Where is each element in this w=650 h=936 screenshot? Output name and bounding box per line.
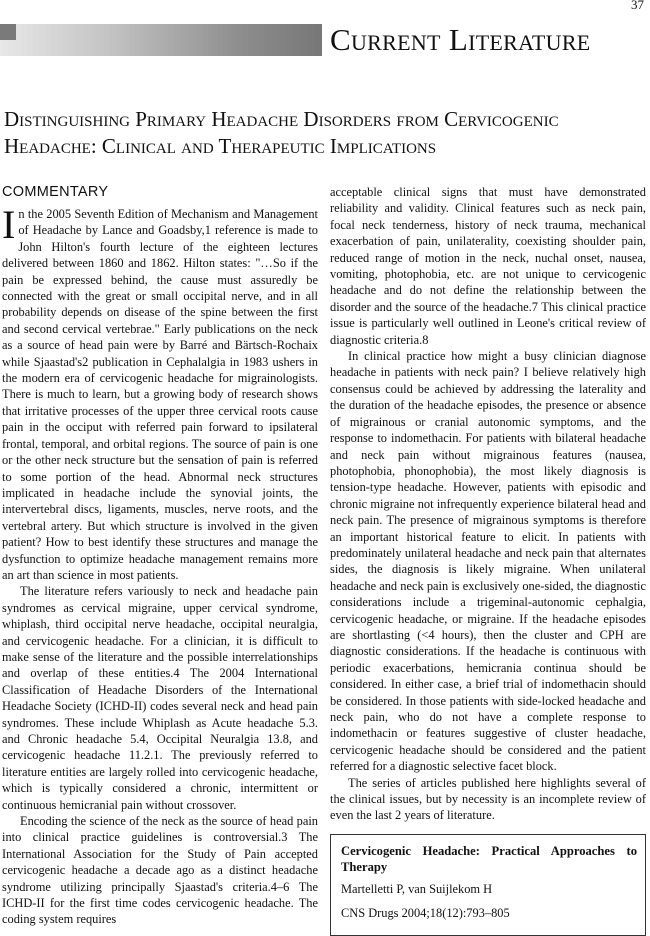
right-column <box>330 184 646 936</box>
left-paragraph-1-text: n the 2005 Seventh Edition of Mechanism and Management of Headache by Lance and Goadsby,1 reference is made to John Hilton's fourth lecture of the eighteen lectures delivered between 1860 and 1862. Hilton states: "…So if the pain be expressed behind, the cause must assuredly be connected with the great or small occipital nerve, and in all probability depends on disease of the spine between the first and second cervical vertebrae." Early publications on the neck as a source of head pain were by Barré and Bärtsch-Rochaix while Sjaastad's2 publication in Cephalalgia in 1983 ushers in the modern era of cervicogenic headache for migrainologists. There is much to learn, but a growing body of research shows that irritative processes of the upper three cervical roots cause pain in the occiput with referred pain forward to ipsilateral frontal, temporal, and orbital regions. The source of pain is one or the other neck structure but the sensation of pain is referred to some portion of the head. Abnormal neck structures implicated in headache include the synovial joints, the intervertebral discs, ligaments, muscles, nerve roots, and the vertebral artery. But which structure is involved in the given patient? How to best identify these structures and manage the dysfunction to optimize headache management remains more an art than science in most patients. <box>2 207 318 582</box>
section-banner <box>0 24 322 56</box>
right-paragraph-3: The series of articles published here highlights several of the clinical issues, but by necessity is an incomplete review of even the last 2 years of literature. <box>330 775 646 823</box>
right-paragraph-2: In clinical practice how might a busy clinician diagnose headache in patients with neck pain? I believe relatively high consensus could be achieved by addressing the laterality and the duration of the headache episodes, the presence or absence of migrainous or cranial autonomic symptoms, and the response to indomethacin. For patients with bilateral headache and neck pain without migrainous features (nausea, photophobia, phonophobia), the most likely diagnosis is tension-type headache. However, patients with episodic and chronic migraine not infrequently experience bilateral head and neck pain. The presence of migrainous symptoms is therefore an important historical feature to elicit. In patients with predominately unilateral headache and neck pain that alternates sides, the diagnosis is likely migraine. When unilateral headache and neck pain is exclusively one-sided, the diagnostic considerations include a trigeminal-autonomic cephalgia, cervicogenic headache, or migraine. If the headache episodes are shortlasting (<4 hours), then the cluster and CPH are diagnostic considerations. If the headache is continuous with periodic exacerbations, hemicrania continua should be considered. In either case, a brief trial of indomethacin should be considered. In those patients with side-locked headache and neck pain, who do not have a complete response to indomethacin or features suggestive of cluster headache, cervicogenic headache should be considered and the patient referred for a diagnostic selective facet block. <box>330 349 646 774</box>
commentary-heading: COMMENTARY <box>2 184 109 200</box>
page-number: 37 <box>631 0 644 12</box>
reference-citation: CNS Drugs 2004;18(12):793–805 <box>341 905 510 920</box>
article-title: Distinguishing Primary Headache Disorders from Cervicogenic Headache: Clinical and Therapeutic Implications <box>4 107 559 158</box>
reference-authors: Martelletti P, van Suijlekom H <box>341 881 493 896</box>
right-paragraph-1: acceptable clinical signs that must have demonstrated reliability and validity. Clinical features such as neck pain, focal neck tenderness, history of neck trauma, mechanical exacerbation of pain, unilaterality, coexisting shoulder pain, reduced range of motion in the neck, nuchal onset, nausea, vomiting, photophobia, etc. are not unique to cervicogenic headache and do not define the relationship between the disorder and the source of the headache.7 This clinical practice issue is particularly well outlined in Leone's critical review of diagnostic criteria.8 <box>330 185 646 347</box>
reference-title: Cervicogenic Headache: Practical Approaches to Therapy <box>341 843 637 874</box>
left-paragraph-3: Encoding the science of the neck as the source of head pain into clinical practice guidelines is controversial.3 The International Association for the Study of Pain accepted cervicogenic headache a decade ago as a distinct headache syndrome utilizing principally Sjaastad's criteria.4–6 The ICHD-II for the first time codes cervicogenic headache. The coding system requires <box>2 814 318 927</box>
reference-box <box>330 834 646 936</box>
left-paragraph-2: The literature refers variously to neck and headache pain syndromes as cervical migraine, upper cervical syndrome, whiplash, third occipital nerve headache, occipital neuralgia, and cervicogenic headache. For a clinician, it is difficult to make sense of the literature and the possible interrelationships and overlap of these entities.4 The 2004 International Classification of Headache Disorders of the International Headache Society (ICHD-II) codes several neck and head pain syndromes. These include Whiplash as Acute headache 5.3. and Chronic headache 5.4, Occipital Neuralgia 13.8, and cervicogenic headache 11.2.1. The previously referred to literature entities are largely rolled into cervicogenic headache, which is typically considered a chronic, intermittent or continuous hemicranial pain without crossover. <box>2 584 318 812</box>
left-column <box>2 182 318 928</box>
drop-cap: I <box>2 202 16 247</box>
banner-square <box>0 24 16 40</box>
left-paragraph-1 <box>2 202 318 583</box>
section-title: Current Literature <box>330 22 591 57</box>
